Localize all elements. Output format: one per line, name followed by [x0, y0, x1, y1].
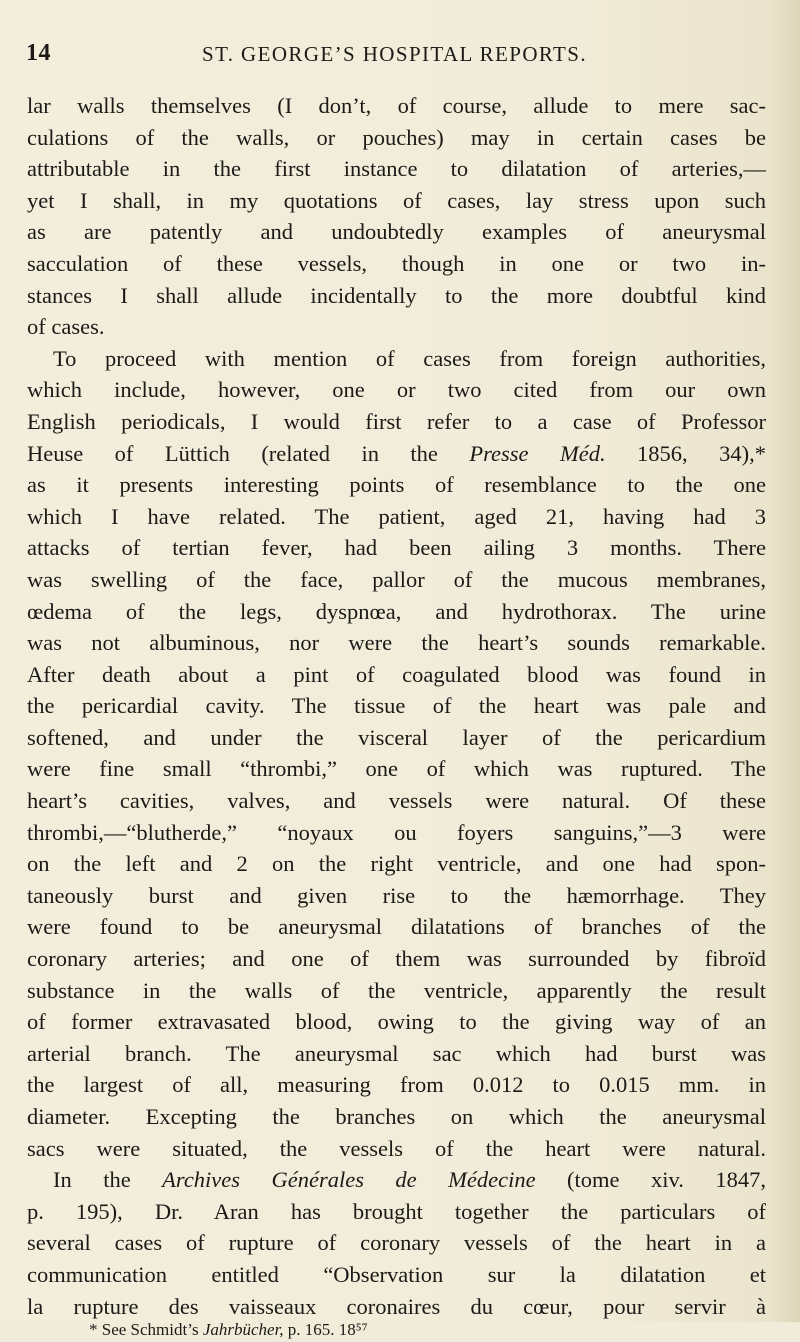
text-line: on the left and 2 on the right ventricle, and one had spon- — [27, 851, 766, 877]
paragraph-start-line: To proceed with mention of cases from foreign authorities, — [53, 345, 766, 371]
text-line: as are patently and undoubtedly examples of aneurysmal — [27, 219, 766, 245]
text-line: substance in the walls of the ventricle, apparently the result — [27, 977, 766, 1003]
text-segment: 1856, 34),* — [605, 440, 766, 466]
text-line: sacs were situated, the vessels of the heart were natural. — [27, 1135, 766, 1161]
text-line: communication entitled “Observation sur la dilatation et — [27, 1261, 766, 1287]
text-line: several cases of rupture of coronary vessels of the heart in a — [27, 1230, 766, 1256]
text-line: were found to be aneurysmal dilatations of branches of the — [27, 914, 766, 940]
text-line: œdema of the legs, dyspnœa, and hydrothorax. The urine — [27, 598, 766, 624]
text-line: yet I shall, in my quotations of cases, lay stress upon such — [27, 187, 766, 213]
journal-title: ST. GEORGE’S HOSPITAL REPORTS. — [202, 42, 588, 66]
body-text — [27, 90, 766, 1342]
text-line: stances I shall allude incidentally to the more doubtful kind — [27, 282, 766, 308]
footnote-italic-title: Jahrbücher, — [202, 1320, 284, 1340]
footnote-text: * See Schmidt’s — [89, 1320, 203, 1340]
footnote-text: p. 165. 18⁵⁷ — [283, 1320, 368, 1340]
text-line: as it presents interesting points of resemblance to the one — [27, 472, 766, 498]
text-segment: (tome xiv. 1847, — [535, 1167, 766, 1193]
text-line: softened, and under the visceral layer of the pericardium — [27, 724, 766, 750]
text-line: was swelling of the face, pallor of the mucous membranes, — [27, 566, 766, 592]
text-line: p. 195), Dr. Aran has brought together the particulars of — [27, 1198, 766, 1224]
text-segment: Heuse of Lüttich (related in the — [27, 440, 470, 466]
text-line: attacks of tertian fever, had been ailing 3 months. There — [27, 535, 766, 561]
text-line: of cases. — [27, 314, 105, 340]
text-line: After death about a pint of coagulated blood was found in — [27, 661, 766, 687]
text-line: lar walls themselves (I don’t, of course, allude to mere sac- — [27, 93, 766, 118]
text-line: of former extravasated blood, owing to the giving way of an — [27, 1009, 766, 1035]
text-segment: In the — [53, 1167, 163, 1193]
italic-title: Archives Générales de Médecine — [162, 1167, 536, 1193]
text-line: diameter. Excepting the branches on which the aneurysmal — [27, 1104, 766, 1129]
italic-title: Presse Méd. — [469, 440, 606, 466]
text-line: taneously burst and given rise to the hæmorrhage. They — [27, 882, 766, 908]
text-line: attributable in the first instance to dilatation of arteries,— — [27, 156, 766, 182]
running-head — [26, 40, 766, 72]
text-line: the pericardial cavity. The tissue of the heart was pale and — [27, 693, 766, 719]
text-line: the largest of all, measuring from 0.012 to 0.015 mm. in — [27, 1072, 766, 1098]
text-line: arterial branch. The aneurysmal sac which had burst was — [27, 1040, 766, 1066]
text-line: sacculation of these vessels, though in one or two in- — [27, 250, 766, 276]
paragraph-start-line — [27, 1164, 766, 1196]
text-line: which include, however, one or two cited from our own — [27, 377, 766, 403]
text-line-with-citation — [27, 438, 766, 470]
text-line: coronary arteries; and one of them was surrounded by fibroïd — [27, 946, 766, 972]
text-line: was not albuminous, nor were the heart’s sounds remarkable. — [27, 630, 766, 656]
text-line: heart’s cavities, valves, and vessels were natural. Of these — [27, 788, 766, 814]
text-line: la rupture des vaisseaux coronaires du cœur, pour servir à — [27, 1293, 766, 1319]
text-line: English periodicals, I would first refer to a case of Professor — [27, 408, 766, 434]
text-line: culations of the walls, or pouches) may in certain cases be — [27, 124, 766, 150]
page-number: 14 — [26, 40, 51, 66]
text-line: which I have related. The patient, aged 21, having had 3 — [27, 503, 766, 529]
text-line: thrombi,—“blutherde,” “noyaux ou foyers sanguins,”—3 were — [27, 819, 766, 845]
text-line: were fine small “thrombi,” one of which was ruptured. The — [27, 756, 766, 782]
